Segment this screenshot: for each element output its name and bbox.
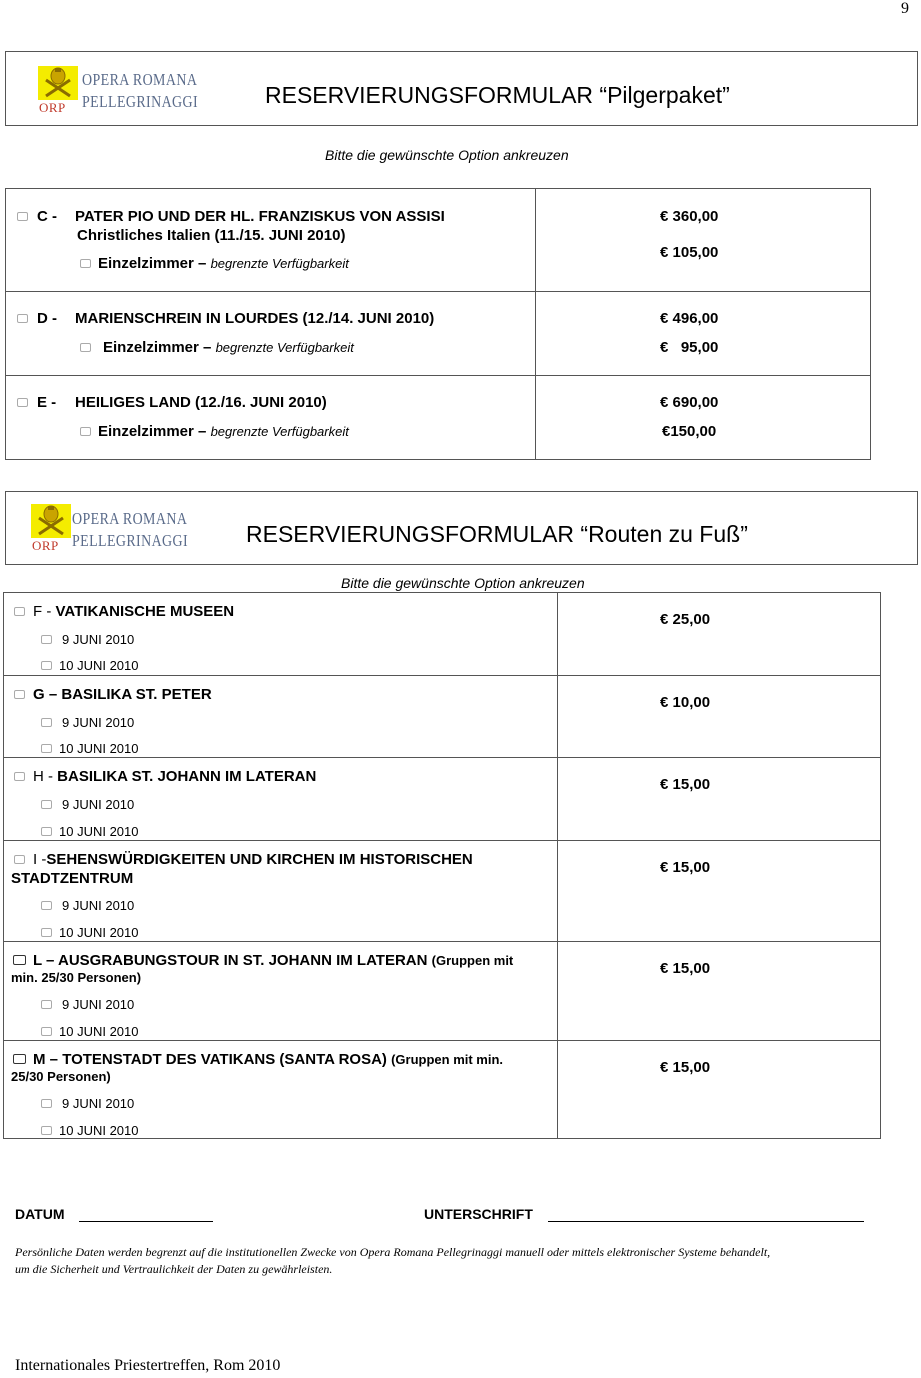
single-room-label: Einzelzimmer –: [98, 255, 207, 272]
date-label: 9 JUNI 2010: [62, 632, 135, 647]
date-label: 9 JUNI 2010: [62, 797, 135, 812]
option-d-single-checkbox[interactable]: [80, 343, 91, 352]
option-i-checkbox[interactable]: [14, 855, 25, 864]
option-code: F -: [33, 603, 56, 620]
option-c-subtitle: Christliches Italien (11./15. JUNI 2010): [77, 227, 346, 244]
date-label: 9 JUNI 2010: [62, 1096, 135, 1111]
single-room-label: Einzelzimmer –: [103, 339, 212, 356]
logo-line1: OPERA ROMANA: [82, 70, 198, 89]
date-checkbox[interactable]: [41, 800, 52, 809]
privacy-note-line2: um die Sicherheit und Vertraulichkeit der Daten zu gewährleisten.: [15, 1262, 333, 1276]
form1-header: [5, 51, 918, 126]
date-label: 9 JUNI 2010: [62, 997, 135, 1012]
orp-logo: [38, 66, 78, 116]
form2-instruction: Bitte die gewünschte Option ankreuzen: [341, 575, 585, 591]
date-label: 9 JUNI 2010: [62, 715, 135, 730]
date-checkbox[interactable]: [41, 928, 52, 937]
logo-line2: PELLEGRINAGGI: [82, 92, 199, 111]
logo-mark: ORP: [32, 538, 59, 553]
option-d-price: € 496,00: [660, 310, 719, 327]
option-d-single-price: € 95,00: [660, 339, 719, 356]
option-d-checkbox[interactable]: [17, 314, 28, 323]
form2-header: [5, 491, 918, 565]
date-label: 10 JUNI 2010: [59, 741, 139, 756]
option-c-checkbox[interactable]: [17, 212, 28, 221]
option-i-title-line2: STADTZENTRUM: [11, 870, 134, 887]
option-e-checkbox[interactable]: [17, 398, 28, 407]
date-field-line[interactable]: [79, 1221, 213, 1222]
option-c-price: € 360,00: [660, 208, 719, 225]
page-number: 9: [901, 0, 909, 17]
form1-title: RESERVIERUNGSFORMULAR “Pilgerpaket”: [265, 82, 730, 108]
option-e-code: E -: [37, 394, 57, 411]
availability-note: begrenzte Verfügbarkeit: [210, 256, 349, 271]
option-c-single: [98, 255, 349, 272]
option-e-price: € 690,00: [660, 394, 719, 411]
page-footer: Internationales Priestertreffen, Rom 2010: [15, 1357, 281, 1374]
option-m-price: € 15,00: [660, 1059, 711, 1076]
option-name: VATIKANISCHE MUSEEN: [55, 603, 235, 620]
option-e-single-price: €150,00: [662, 423, 717, 440]
date-checkbox[interactable]: [41, 718, 52, 727]
form1-instruction: Bitte die gewünschte Option ankreuzen: [325, 147, 569, 163]
option-m-checkbox[interactable]: [13, 1054, 26, 1064]
privacy-note-line1: Persönliche Daten werden begrenzt auf die institutionellen Zwecke von Opera Romana Pellegrinaggi manuell oder mittels elektronischer Systeme behandelt,: [15, 1245, 771, 1259]
date-checkbox[interactable]: [41, 1027, 52, 1036]
option-l-title-line2: min. 25/30 Personen): [11, 970, 142, 985]
date-checkbox[interactable]: [41, 661, 52, 670]
option-e-title: HEILIGES LAND (12./16. JUNI 2010): [75, 394, 327, 411]
option-d-title: MARIENSCHREIN IN LOURDES (12./14. JUNI 2010): [75, 310, 435, 327]
date-label: 10 JUNI 2010: [59, 1024, 139, 1039]
availability-note: begrenzte Verfügbarkeit: [215, 340, 354, 355]
option-i-title: [33, 851, 473, 868]
option-note: (Gruppen mit min.: [391, 1052, 504, 1067]
date-checkbox[interactable]: [41, 1126, 52, 1135]
logo-line1: OPERA ROMANA: [72, 509, 188, 528]
logo-mark: ORP: [39, 100, 66, 115]
option-c-single-checkbox[interactable]: [80, 259, 91, 268]
signature-field-label: UNTERSCHRIFT: [424, 1206, 533, 1222]
option-name: BASILIKA ST. JOHANN IM LATERAN: [57, 768, 317, 785]
orp-logo: [31, 504, 71, 554]
option-c-single-price: € 105,00: [660, 244, 719, 261]
option-f-title: [33, 603, 234, 620]
date-checkbox[interactable]: [41, 901, 52, 910]
option-note: (Gruppen mit: [431, 953, 514, 968]
date-checkbox[interactable]: [41, 1000, 52, 1009]
date-label: 9 JUNI 2010: [62, 898, 135, 913]
option-g-price: € 10,00: [660, 694, 711, 711]
option-name: TOTENSTADT DES VATIKANS (SANTA ROSA): [62, 1051, 387, 1068]
option-g-title: [33, 686, 212, 703]
option-e-single-checkbox[interactable]: [80, 427, 91, 436]
option-code: I -: [33, 851, 47, 868]
option-code: L –: [33, 952, 59, 969]
date-checkbox[interactable]: [41, 635, 52, 644]
option-name: SEHENSWÜRDIGKEITEN UND KIRCHEN IM HISTORISCHEN: [46, 851, 473, 868]
date-field-label: DATUM: [15, 1206, 65, 1222]
option-g-checkbox[interactable]: [14, 690, 25, 699]
availability-note: begrenzte Verfügbarkeit: [210, 424, 349, 439]
signature-field-line[interactable]: [548, 1221, 864, 1222]
option-code: G –: [33, 686, 62, 703]
option-code: H -: [33, 768, 58, 785]
date-checkbox[interactable]: [41, 744, 52, 753]
date-checkbox[interactable]: [41, 1099, 52, 1108]
option-l-price: € 15,00: [660, 960, 711, 977]
option-c-code: C -: [37, 208, 57, 225]
logo-line2: PELLEGRINAGGI: [72, 531, 189, 550]
form2-title: RESERVIERUNGSFORMULAR “Routen zu Fuß”: [246, 521, 748, 547]
option-f-checkbox[interactable]: [14, 607, 25, 616]
option-h-price: € 15,00: [660, 776, 711, 793]
option-d-code: D -: [37, 310, 57, 327]
option-name: AUSGRABUNGSTOUR IN ST. JOHANN IM LATERAN: [58, 952, 428, 969]
option-code: M –: [33, 1051, 63, 1068]
option-i-price: € 15,00: [660, 859, 711, 876]
date-label: 10 JUNI 2010: [59, 824, 139, 839]
option-h-checkbox[interactable]: [14, 772, 25, 781]
date-checkbox[interactable]: [41, 827, 52, 836]
date-label: 10 JUNI 2010: [59, 658, 139, 673]
option-m-title: [33, 1051, 503, 1068]
date-label: 10 JUNI 2010: [59, 1123, 139, 1138]
single-room-label: Einzelzimmer –: [98, 423, 207, 440]
option-l-checkbox[interactable]: [13, 955, 26, 965]
option-e-single: [98, 423, 349, 440]
option-h-title: [33, 768, 316, 785]
option-m-title-line2: 25/30 Personen): [11, 1069, 111, 1084]
option-f-price: € 25,00: [660, 611, 711, 628]
date-label: 10 JUNI 2010: [59, 925, 139, 940]
option-c-title: PATER PIO UND DER HL. FRANZISKUS VON ASSISI: [75, 208, 445, 225]
option-l-title: [33, 952, 513, 969]
option-d-single: [103, 339, 354, 356]
option-name: BASILIKA ST. PETER: [61, 686, 212, 703]
